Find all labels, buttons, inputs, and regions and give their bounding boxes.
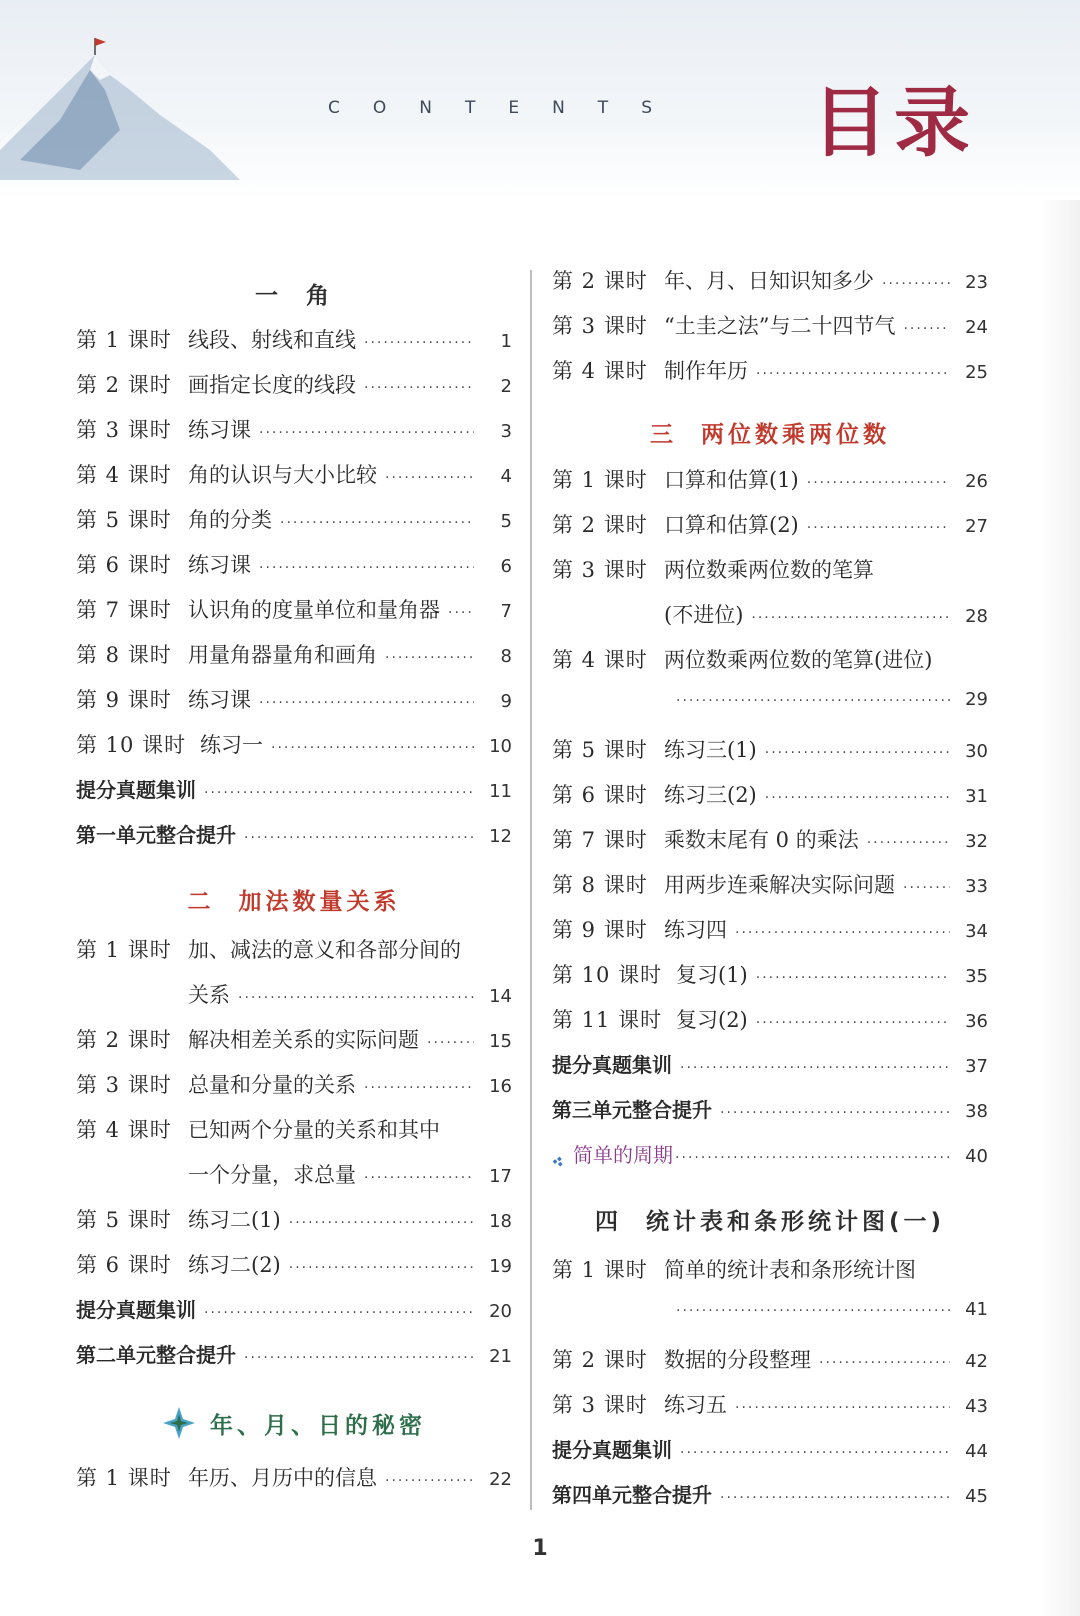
lesson-number: 第 4 课时: [552, 359, 648, 383]
toc-entry[interactable]: [552, 869, 988, 914]
section-title: 第一单元整合提升: [76, 823, 236, 847]
lesson-title: 乘数末尾有 0 的乘法: [664, 828, 859, 852]
column-divider: [530, 270, 532, 1510]
page-ref: 45: [965, 1486, 988, 1507]
leader-dots: [882, 276, 950, 292]
page-ref: 43: [965, 1396, 988, 1417]
toc-entry[interactable]: [76, 639, 512, 684]
section-title: 提分真题集训: [552, 1053, 672, 1077]
page-ref: 34: [965, 921, 988, 942]
toc-entry[interactable]: [552, 779, 988, 824]
toc-entry[interactable]: [76, 729, 512, 774]
toc-entry[interactable]: [552, 1254, 988, 1299]
mountain-flag-illustration: [0, 20, 240, 180]
page-ref: 11: [489, 781, 512, 802]
section-title: 提分真题集训: [76, 1298, 196, 1322]
toc-entry-continued[interactable]: [552, 599, 988, 644]
leader-dots: [364, 335, 474, 351]
lesson-title: 已知两个分量的关系和其中: [188, 1118, 440, 1142]
lesson-title: 两位数乘两位数的笔算: [664, 558, 874, 582]
page-ref: 38: [965, 1101, 988, 1122]
unit-2-heading: [76, 864, 512, 934]
toc-entry[interactable]: [76, 774, 512, 819]
leader-dots: [271, 740, 474, 756]
toc-entry[interactable]: [552, 734, 988, 779]
page-ref: 37: [965, 1056, 988, 1077]
contents-label: CONTENTS: [328, 98, 685, 118]
toc-entry[interactable]: [552, 1479, 988, 1524]
section-title: 提分真题集训: [552, 1438, 672, 1462]
lesson-title-continued: 关系: [188, 983, 230, 1007]
toc-entry-continued[interactable]: [76, 979, 512, 1024]
leader-dots: [807, 520, 950, 536]
page-ref: 29: [965, 689, 988, 710]
page-ref: 32: [965, 831, 988, 852]
lesson-title: 认识角的度量单位和量角器: [188, 598, 440, 622]
toc-entry[interactable]: [552, 1389, 988, 1434]
toc-entry[interactable]: [552, 1004, 988, 1049]
page-ref: 23: [965, 272, 988, 293]
lesson-number: 第 1 课时: [76, 328, 172, 352]
lesson-number: 第 2 课时: [76, 373, 172, 397]
page-ref: 7: [500, 601, 512, 622]
leader-dots: [364, 380, 474, 396]
toc-entry[interactable]: [552, 959, 988, 1004]
toc-entry[interactable]: [552, 1139, 988, 1184]
leader-dots: [676, 1303, 950, 1319]
lesson-number: 第 1 课时: [76, 938, 172, 962]
toc-entry[interactable]: [552, 554, 988, 599]
leader-dots: [259, 695, 474, 711]
page-ref: 44: [965, 1441, 988, 1462]
lesson-title: 口算和估算(2): [664, 513, 799, 537]
unit-1-heading: [76, 262, 512, 324]
toc-entry[interactable]: [76, 1069, 512, 1114]
lesson-number: 第 7 课时: [76, 598, 172, 622]
special-section-heading: [76, 1384, 512, 1462]
toc-entry[interactable]: [76, 1114, 512, 1159]
lesson-number: 第 2 课时: [76, 1028, 172, 1052]
lesson-number: 第 8 课时: [76, 643, 172, 667]
lesson-number: 第 2 课时: [552, 269, 648, 293]
lesson-title: 用两步连乘解决实际问题: [664, 873, 895, 897]
leader-dots: [259, 560, 474, 576]
page-ref: 19: [489, 1256, 512, 1277]
lesson-title: 复习(1): [676, 963, 748, 987]
lesson-title: 总量和分量的关系: [188, 1073, 356, 1097]
lesson-title: 角的分类: [188, 508, 272, 532]
header-banner: [0, 0, 1080, 200]
lesson-title: 加、减法的意义和各部分间的: [188, 938, 461, 962]
leader-dots: [720, 1490, 950, 1506]
leader-dots: [765, 745, 950, 761]
lesson-number: 第 6 课时: [552, 783, 648, 807]
page-ref: 15: [489, 1031, 512, 1052]
leader-dots: [903, 321, 950, 337]
leader-dots: [680, 1445, 950, 1461]
leader-dots: [819, 1355, 950, 1371]
compass-star-icon: [162, 1406, 196, 1440]
lesson-number: 第 3 课时: [76, 1073, 172, 1097]
toc-entry-continued[interactable]: [552, 689, 988, 734]
toc-entry[interactable]: [76, 324, 512, 369]
lesson-number: 第 4 课时: [76, 463, 172, 487]
unit-title: 加法数量关系: [238, 888, 401, 915]
page-ref: 31: [965, 786, 988, 807]
lesson-number: 第 3 课时: [552, 314, 648, 338]
toc-entry[interactable]: [76, 1204, 512, 1249]
lesson-number: 第 1 课时: [552, 468, 648, 492]
page-ref: 33: [965, 876, 988, 897]
page-ref: 35: [965, 966, 988, 987]
left-column: [76, 262, 512, 1507]
lesson-title: 简单的统计表和条形统计图: [664, 1258, 916, 1282]
lesson-title: 两位数乘两位数的笔算(进位): [664, 648, 933, 672]
lesson-title: 练习二(1): [188, 1208, 281, 1232]
section-title: 提分真题集训: [76, 778, 196, 802]
lesson-number: 第 3 课时: [552, 558, 648, 582]
toc-entry[interactable]: [552, 824, 988, 869]
toc-entry[interactable]: [76, 1294, 512, 1339]
page-ref: 24: [965, 317, 988, 338]
lesson-title: 线段、射线和直线: [188, 328, 356, 352]
lesson-title: 练习课: [188, 688, 251, 712]
page-ref: 5: [500, 511, 512, 532]
leader-dots: [427, 1035, 474, 1051]
page-edge-shadow: [1040, 200, 1080, 1616]
lesson-title: 年历、月历中的信息: [188, 1466, 377, 1490]
leader-dots: [756, 366, 950, 382]
leader-dots: [364, 1170, 474, 1186]
page-ref: 41: [965, 1299, 988, 1320]
lesson-number: 第 6 课时: [76, 553, 172, 577]
leader-dots: [676, 693, 950, 709]
lesson-title: 练习课: [188, 418, 251, 442]
lesson-number: 第 11 课时: [552, 1008, 663, 1032]
lesson-number: 第 4 课时: [552, 648, 648, 672]
leader-dots: [680, 1060, 950, 1076]
leader-dots: [720, 1105, 950, 1121]
page-ref: 9: [500, 691, 512, 712]
page-ref: 42: [965, 1351, 988, 1372]
page-ref: 2: [500, 376, 512, 397]
page-ref: 27: [965, 516, 988, 537]
lesson-title: 数据的分段整理: [664, 1348, 811, 1372]
leader-dots: [751, 610, 950, 626]
page-ref: 18: [489, 1211, 512, 1232]
section-title: 第四单元整合提升: [552, 1483, 712, 1507]
toc-entry[interactable]: [552, 509, 988, 554]
page-ref: 3: [500, 421, 512, 442]
lesson-title: 练习课: [188, 553, 251, 577]
page-ref: 17: [489, 1166, 512, 1187]
page-ref: 20: [489, 1301, 512, 1322]
leader-dots: [364, 1080, 474, 1096]
lesson-number: 第 5 课时: [76, 508, 172, 532]
section-title: 第二单元整合提升: [76, 1343, 236, 1367]
leader-dots: [204, 1305, 474, 1321]
toc-entry[interactable]: [76, 414, 512, 459]
lesson-title: 制作年历: [664, 359, 748, 383]
lesson-title: 画指定长度的线段: [188, 373, 356, 397]
page-ref: 1: [500, 331, 512, 352]
toc-entry[interactable]: [76, 934, 512, 979]
toc-entry[interactable]: [552, 1434, 988, 1479]
leader-dots: [259, 425, 474, 441]
unit-title: 角: [306, 282, 333, 309]
toc-entry[interactable]: [76, 504, 512, 549]
leader-dots: [385, 650, 474, 666]
lesson-title: 练习一: [200, 733, 263, 757]
lesson-number: 第 7 课时: [552, 828, 648, 852]
toc-entry[interactable]: [552, 1049, 988, 1094]
lesson-number: 第 2 课时: [552, 513, 648, 537]
lesson-title-continued: (不进位): [664, 603, 744, 627]
leader-dots: [244, 1350, 474, 1366]
leader-dots: [756, 970, 950, 986]
lesson-title: 练习五: [664, 1393, 727, 1417]
lesson-title: 复习(2): [676, 1008, 748, 1032]
lesson-title: 练习二(2): [188, 1253, 281, 1277]
leader-dots: [735, 1400, 950, 1416]
toc-entry[interactable]: [76, 819, 512, 864]
lesson-number: 第 3 课时: [552, 1393, 648, 1417]
special-topic-title: 简单的周期: [573, 1143, 674, 1167]
lesson-title-continued: 一个分量，求总量: [188, 1163, 356, 1187]
toc-entry[interactable]: [552, 914, 988, 959]
page-ref: 30: [965, 741, 988, 762]
leader-dots: [448, 605, 474, 621]
leader-dots: [289, 1260, 474, 1276]
leader-dots: [385, 470, 474, 486]
page-ref: 36: [965, 1011, 988, 1032]
special-section-title: 年、月、日的秘密: [210, 1412, 426, 1439]
lesson-title: “土圭之法”与二十四节气: [664, 314, 896, 338]
toc-entry[interactable]: [552, 644, 988, 689]
leader-dots: [867, 835, 950, 851]
right-column: [552, 265, 988, 1524]
page-ref: 25: [965, 362, 988, 383]
toc-entry[interactable]: [552, 310, 988, 355]
unit-number: 一: [255, 282, 282, 309]
page-ref: 10: [489, 736, 512, 757]
page-ref: 40: [965, 1146, 988, 1167]
page-ref: 21: [489, 1346, 512, 1367]
lesson-number: 第 5 课时: [552, 738, 648, 762]
leader-dots: [244, 830, 474, 846]
toc-entry[interactable]: [76, 549, 512, 594]
toc-entry[interactable]: [552, 1094, 988, 1139]
leader-dots: [756, 1015, 950, 1031]
section-title: 第三单元整合提升: [552, 1098, 712, 1122]
lesson-number: 第 9 课时: [552, 918, 648, 942]
period-icon: [552, 1147, 565, 1177]
lesson-number: 第 3 课时: [76, 418, 172, 442]
page-ref: 4: [500, 466, 512, 487]
lesson-number: 第 2 课时: [552, 1348, 648, 1372]
leader-dots: [765, 790, 950, 806]
unit-number: 四: [594, 1208, 622, 1235]
page-ref: 12: [489, 826, 512, 847]
lesson-title: 练习四: [664, 918, 727, 942]
lesson-number: 第 9 课时: [76, 688, 172, 712]
unit-number: 三: [650, 421, 677, 448]
lesson-title: 口算和估算(1): [664, 468, 799, 492]
toc-entry[interactable]: [76, 1249, 512, 1294]
toc-entry[interactable]: [76, 369, 512, 414]
page-ref: 28: [965, 606, 988, 627]
toc-entry-continued[interactable]: [552, 1299, 988, 1344]
toc-entry[interactable]: [76, 1339, 512, 1384]
page-ref: 14: [489, 986, 512, 1007]
toc-entry[interactable]: [76, 1462, 512, 1507]
lesson-number: 第 1 课时: [552, 1258, 648, 1282]
toc-entry-continued[interactable]: [76, 1159, 512, 1204]
toc-entry[interactable]: [76, 684, 512, 729]
leader-dots: [238, 990, 474, 1006]
lesson-number: 第 5 课时: [76, 1208, 172, 1232]
leader-dots: [204, 785, 474, 801]
toc-entry[interactable]: [76, 594, 512, 639]
toc-entry[interactable]: [552, 355, 988, 400]
lesson-title: 练习三(2): [664, 783, 757, 807]
leader-dots: [807, 475, 950, 491]
page-ref: 8: [500, 646, 512, 667]
leader-dots: [675, 1150, 950, 1166]
unit-title: 两位数乘两位数: [701, 421, 890, 448]
page-ref: 26: [965, 471, 988, 492]
lesson-number: 第 4 课时: [76, 1118, 172, 1142]
lesson-number: 第 1 课时: [76, 1466, 172, 1490]
lesson-number: 第 6 课时: [76, 1253, 172, 1277]
lesson-number: 第 10 课时: [552, 963, 663, 987]
page-ref: 16: [489, 1076, 512, 1097]
toc-entry[interactable]: [76, 459, 512, 504]
unit-title: 统计表和条形统计图(一): [645, 1208, 946, 1235]
lesson-title: 角的认识与大小比较: [188, 463, 377, 487]
unit-number: 二: [187, 888, 215, 915]
page-ref: 22: [489, 1469, 512, 1490]
leader-dots: [735, 925, 950, 941]
page-ref: 6: [500, 556, 512, 577]
page-title: 目录: [812, 78, 976, 167]
lesson-number: 第 10 课时: [76, 733, 187, 757]
lesson-title: 解决相差关系的实际问题: [188, 1028, 419, 1052]
page-number: 1: [532, 1536, 548, 1561]
leader-dots: [280, 515, 474, 531]
unit-3-heading: [552, 400, 988, 464]
leader-dots: [385, 1473, 474, 1489]
toc-entry[interactable]: [552, 1344, 988, 1389]
lesson-title: 练习三(1): [664, 738, 757, 762]
leader-dots: [903, 880, 950, 896]
leader-dots: [289, 1215, 474, 1231]
toc-entry[interactable]: [552, 265, 988, 310]
toc-entry[interactable]: [76, 1024, 512, 1069]
lesson-title: 用量角器量角和画角: [188, 643, 377, 667]
unit-4-heading: [552, 1184, 988, 1254]
toc-entry[interactable]: [552, 464, 988, 509]
lesson-number: 第 8 课时: [552, 873, 648, 897]
lesson-title: 年、月、日知识知多少: [664, 269, 874, 293]
